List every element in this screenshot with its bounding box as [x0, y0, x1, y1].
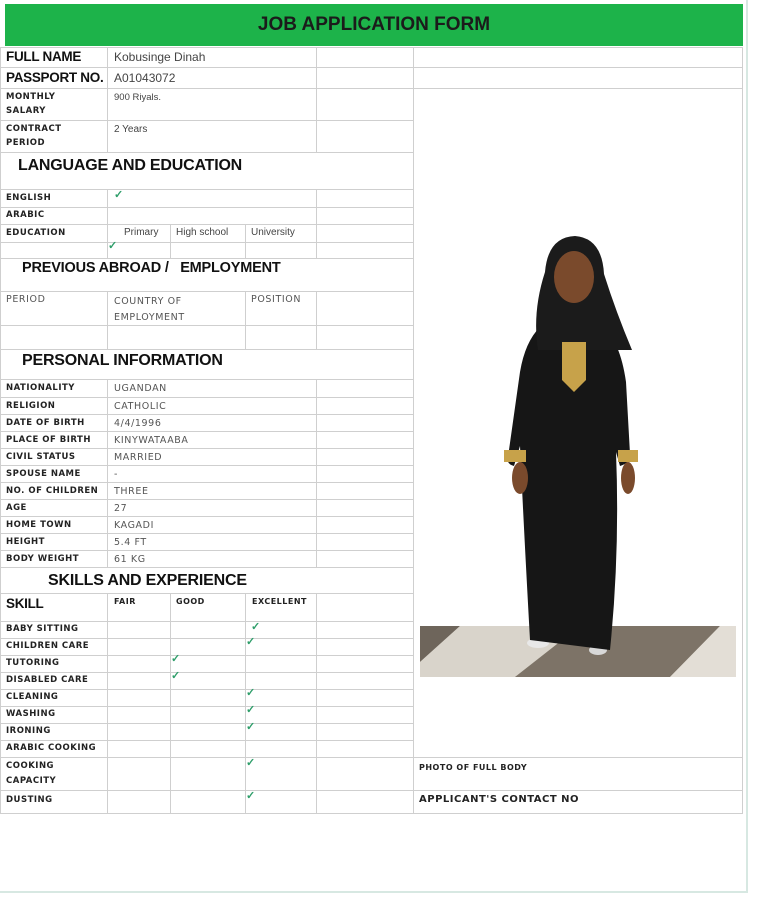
religion-label: RELIGION — [6, 401, 56, 411]
grid-line — [0, 207, 413, 208]
grid-line — [0, 152, 413, 153]
fair-col-header: FAIR — [114, 597, 136, 606]
grid-line — [413, 47, 414, 813]
check-icon: ✓ — [171, 653, 181, 665]
skill-name: TUTORING — [6, 658, 60, 668]
position-label: POSITION — [251, 294, 302, 305]
contract-label-line: PERIOD — [6, 138, 46, 148]
grid-line — [107, 593, 108, 813]
passport-label: PASSPORT NO. — [6, 70, 104, 85]
grid-line — [107, 379, 108, 567]
full-name-label: FULL NAME — [6, 49, 82, 64]
form-title: JOB APPLICATION FORM — [5, 4, 743, 46]
salary-label — [6, 90, 55, 118]
education-label: EDUCATION — [6, 228, 66, 238]
country-label-line: EMPLOYMENT — [114, 312, 185, 323]
pob-label: PLACE OF BIRTH — [6, 435, 91, 445]
education-primary: Primary — [124, 227, 159, 238]
skill-name: ARABIC COOKING — [6, 743, 97, 753]
education-university: University — [251, 227, 295, 238]
grid-line — [316, 291, 317, 349]
education-high-school: High school — [176, 227, 229, 238]
cuff — [618, 450, 638, 462]
grid-line — [0, 723, 413, 724]
contact-label: APPLICANT'S CONTACT NO — [419, 794, 580, 805]
language-heading: LANGUAGE AND EDUCATION — [18, 157, 243, 174]
grid-line — [0, 397, 413, 398]
english-label: ENGLISH — [6, 193, 52, 203]
abroad-heading: PREVIOUS ABROAD / EMPLOYMENT — [22, 260, 281, 276]
full-name-value: Kobusinge Dinah — [114, 50, 206, 64]
face — [554, 251, 594, 303]
skill-name: CHILDREN CARE — [6, 641, 90, 651]
check-icon: ✓ — [171, 670, 181, 682]
pob-value: KINYWATAABA — [114, 435, 189, 446]
check-icon: ✓ — [246, 790, 256, 802]
check-icon: ✓ — [246, 721, 256, 733]
dob-value: 4/4/1996 — [114, 418, 162, 429]
skill-col-header: SKILL — [6, 596, 44, 611]
grid-line — [245, 291, 246, 349]
cuff — [504, 450, 526, 462]
weight-label: BODY WEIGHT — [6, 554, 79, 564]
contract-label — [6, 122, 62, 150]
skill-name: CLEANING — [6, 692, 59, 702]
period-label: PERIOD — [6, 294, 46, 305]
grid-line — [316, 379, 317, 567]
grid-line — [0, 689, 413, 690]
grid-line — [0, 242, 413, 243]
grid-line — [0, 706, 413, 707]
country-label — [114, 294, 185, 326]
civil-status-value: MARRIED — [114, 452, 163, 463]
grid-line — [0, 593, 413, 594]
country-label-line: COUNTRY OF — [114, 296, 182, 307]
civil-status-label: CIVIL STATUS — [6, 452, 76, 462]
good-col-header: GOOD — [176, 597, 205, 606]
grid-line — [245, 224, 246, 259]
grid-line — [0, 47, 743, 48]
arabic-label: ARABIC — [6, 210, 45, 220]
hand — [512, 462, 528, 494]
nationality-label: NATIONALITY — [6, 383, 75, 393]
grid-line — [0, 757, 743, 758]
grid-line — [0, 67, 743, 68]
grid-line — [170, 224, 171, 259]
dob-label: DATE OF BIRTH — [6, 418, 85, 428]
check-icon: ✓ — [246, 757, 256, 769]
hand — [621, 462, 635, 494]
spouse-label: SPOUSE NAME — [6, 469, 81, 479]
home-town-value: KAGADI — [114, 520, 154, 531]
salary-value: 900 Riyals. — [114, 92, 161, 103]
children-value: THREE — [114, 486, 149, 497]
height-label: HEIGHT — [6, 537, 45, 547]
skill-name-line: CAPACITY — [6, 776, 57, 786]
personal-heading: PERSONAL INFORMATION — [22, 352, 223, 369]
age-label: AGE — [6, 503, 27, 513]
children-label: NO. OF CHILDREN — [6, 486, 99, 496]
grid-line — [0, 655, 413, 656]
excellent-col-header: EXCELLENT — [252, 597, 307, 606]
check-icon: ✓ — [246, 687, 256, 699]
skill-name-line: COOKING — [6, 761, 55, 771]
grid-line — [0, 325, 413, 326]
grid-line — [316, 593, 317, 813]
weight-value: 61 KG — [114, 554, 146, 565]
contract-label-line: CONTRACT — [6, 124, 62, 134]
grid-line — [316, 47, 317, 153]
grid-line — [0, 813, 743, 814]
grid-line — [0, 88, 743, 89]
skill-name: WASHING — [6, 709, 56, 719]
skill-name: DUSTING — [6, 795, 53, 805]
check-icon: ✓ — [246, 636, 256, 648]
grid-line — [0, 291, 413, 292]
skill-name: IRONING — [6, 726, 51, 736]
skill-name: BABY SITTING — [6, 624, 79, 634]
grid-line — [742, 47, 743, 813]
grid-line — [0, 258, 413, 259]
height-value: 5.4 FT — [114, 537, 147, 548]
full-body-photo — [420, 232, 736, 677]
check-icon: ✓ — [251, 621, 261, 633]
home-town-label: HOME TOWN — [6, 520, 72, 530]
grid-line — [0, 120, 413, 121]
grid-line — [0, 349, 413, 350]
religion-value: CATHOLIC — [114, 401, 167, 412]
check-icon: ✓ — [114, 189, 124, 201]
skill-name: DISABLED CARE — [6, 675, 89, 685]
age-value: 27 — [114, 503, 128, 514]
grid-line — [107, 291, 108, 349]
grid-line — [0, 790, 743, 791]
salary-label-line: MONTHLY — [6, 92, 56, 102]
check-icon: ✓ — [246, 704, 256, 716]
grid-line — [107, 47, 108, 153]
salary-label-line: SALARY — [6, 106, 46, 116]
passport-value: A01043072 — [114, 71, 176, 85]
photo-label: PHOTO OF FULL BODY — [419, 763, 528, 772]
spouse-value: - — [114, 469, 119, 480]
grid-line — [0, 189, 413, 190]
nationality-value: UGANDAN — [114, 383, 167, 394]
contract-value: 2 Years — [114, 124, 148, 135]
skill-name — [6, 759, 56, 789]
grid-line — [170, 593, 171, 813]
grid-line — [316, 189, 317, 259]
grid-line — [0, 47, 1, 813]
check-icon: ✓ — [108, 240, 118, 252]
skills-heading: SKILLS AND EXPERIENCE — [48, 572, 247, 589]
